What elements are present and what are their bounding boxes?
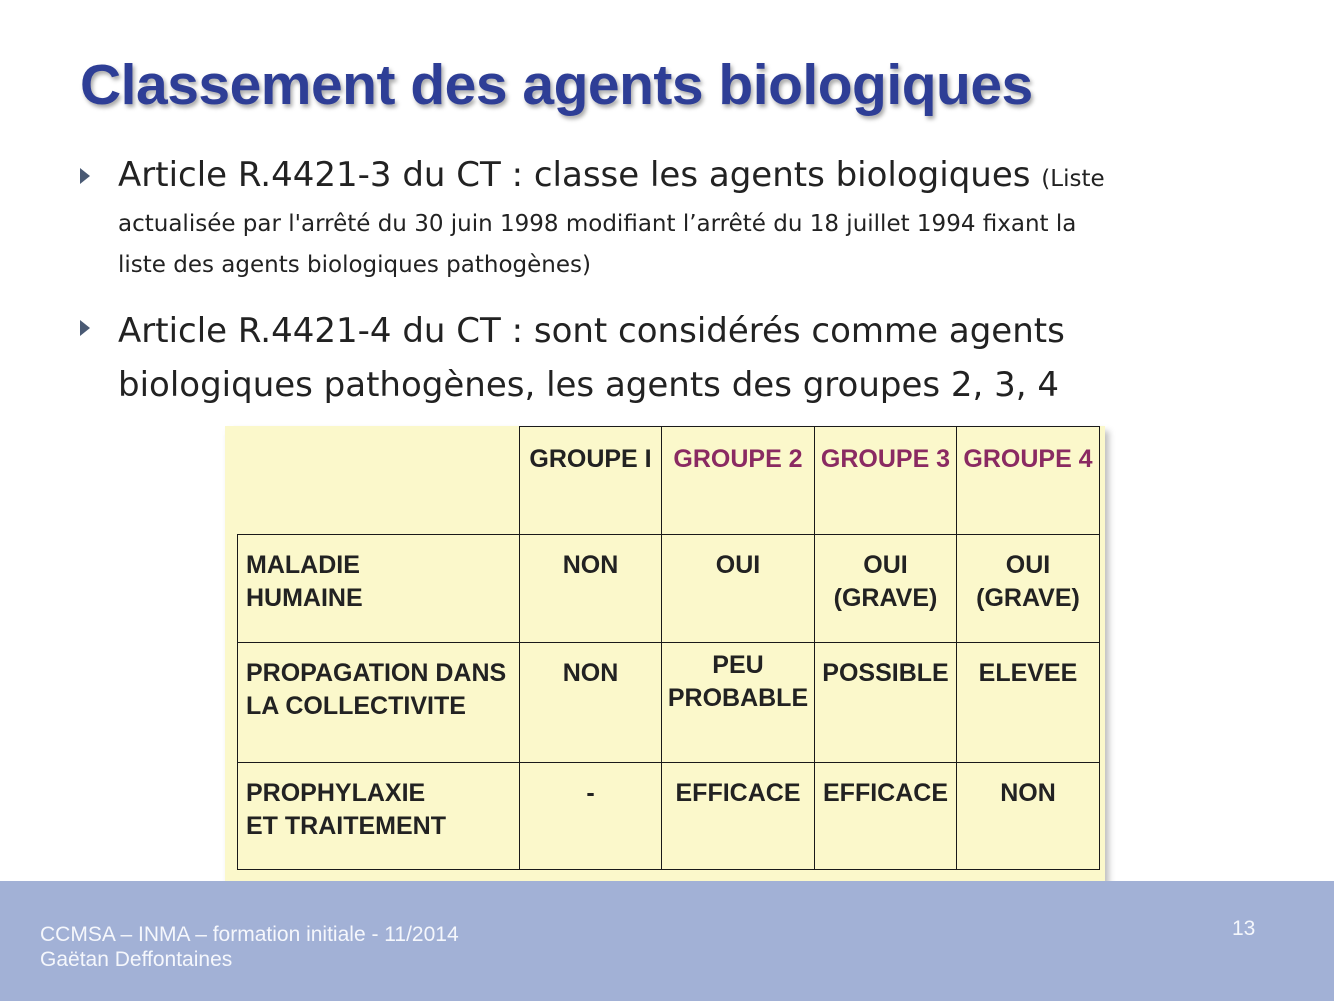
row-label-line: ET TRAITEMENT: [246, 812, 446, 840]
cell-text-line: EFFICACE: [675, 779, 801, 807]
table-row-label: [237, 642, 520, 763]
bullet-1-note-line3: liste des agents biologiques pathogènes): [118, 252, 591, 278]
table-cell: [814, 762, 957, 870]
header-label: GROUPE 4: [963, 445, 1093, 473]
row-label-line: PROPAGATION DANS: [246, 659, 507, 687]
cell-text-line: PROBABLE: [667, 684, 809, 712]
cell-text-line: OUI: [715, 551, 761, 579]
table-row-label: [237, 762, 520, 870]
header-label: GROUPE I: [529, 445, 652, 473]
table-cell: [661, 762, 815, 870]
table-cell: [814, 534, 957, 643]
header-label: GROUPE 3: [820, 445, 951, 473]
table-row-label: [237, 534, 520, 643]
cell-text-line: -: [586, 779, 595, 807]
table-header-group-4: [956, 426, 1100, 535]
header-label: GROUPE 2: [673, 445, 803, 473]
cell-text-line: OUI: [1005, 551, 1051, 579]
row-label-line: PROPHYLAXIE: [246, 779, 426, 807]
table-cell: [956, 642, 1100, 763]
cell-text-line: NON: [562, 551, 619, 579]
cell-text-line: NON: [1000, 779, 1056, 807]
table-cell: [814, 642, 957, 763]
cell-text-line: (GRAVE): [833, 584, 938, 612]
cell-text-line: PEU: [712, 651, 764, 679]
table-cell: [519, 534, 662, 643]
cell-text-line: EFFICACE: [823, 779, 948, 807]
slide-title: Classement des agents biologiques: [80, 53, 1033, 117]
bullet-1-note-start: (Liste: [1041, 166, 1105, 192]
cell-text-line: (GRAVE): [976, 584, 1080, 612]
table-cell: [956, 762, 1100, 870]
table-cell: [956, 534, 1100, 643]
table-cell: [519, 642, 662, 763]
row-label-line: HUMAINE: [246, 584, 363, 612]
row-label-line: MALADIE: [246, 551, 360, 579]
footer-author: Gaëtan Deffontaines: [40, 948, 233, 971]
page-number: 13: [1232, 917, 1256, 940]
table-cell: [519, 762, 662, 870]
table-cell: [661, 642, 815, 763]
slide-footer: [0, 881, 1334, 1001]
cell-text-line: POSSIBLE: [822, 659, 949, 687]
row-label-line: LA COLLECTIVITE: [246, 692, 466, 720]
bullet-arrow-icon: [80, 320, 90, 336]
table-cell: [661, 534, 815, 643]
bullet-1-main-text: Article R.4421-3 du CT : classe les agents biologiques: [118, 155, 1031, 195]
table-header-group-3: [814, 426, 957, 535]
bullet-arrow-icon: [80, 168, 90, 184]
bullet-1-note-line2: actualisée par l'arrêté du 30 juin 1998 modifiant l’arrêté du 18 juillet 1994 fixant la: [118, 211, 1077, 237]
table-header-group-2: [661, 426, 815, 535]
cell-text-line: NON: [562, 659, 619, 687]
bullet-2-text: Article R.4421-4 du CT : sont considérés comme agents biologiques pathogènes, les agents des groupes 2, 3, 4: [118, 311, 1065, 405]
cell-text-line: ELEVEE: [978, 659, 1078, 687]
cell-text-line: OUI: [863, 551, 908, 579]
table-header-group-1: [519, 426, 662, 535]
footer-organization: CCMSA – INMA – formation initiale - 11/2014: [40, 923, 459, 946]
